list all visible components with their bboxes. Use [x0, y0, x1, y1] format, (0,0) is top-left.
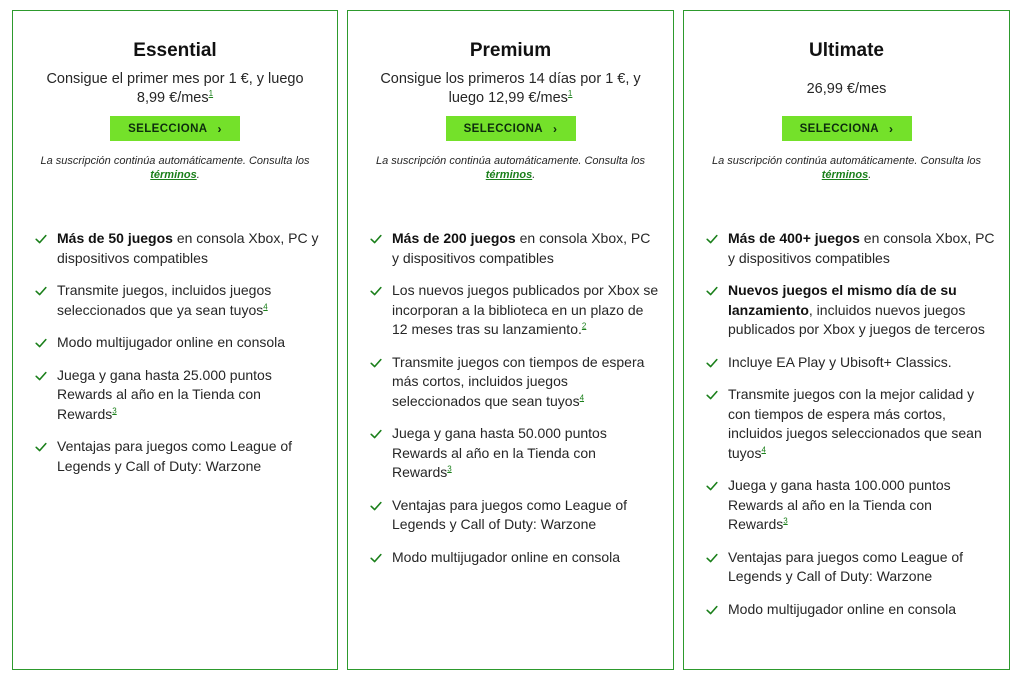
- plan-header: [684, 40, 1009, 182]
- feature-item: [35, 366, 323, 425]
- feature-highlight: Más de 400+ juegos: [728, 230, 860, 246]
- chevron-right-icon: ›: [217, 121, 222, 136]
- renewal-notice: La suscripción continúa automáticamente. Consulta los términos.: [375, 155, 646, 181]
- check-icon: [35, 441, 47, 453]
- chevron-right-icon: ›: [889, 121, 894, 136]
- plan-header: [348, 40, 673, 182]
- footnote-link[interactable]: 4: [761, 444, 766, 454]
- feature-text: Modo multijugador online en consola: [57, 334, 286, 350]
- select-button[interactable]: [110, 116, 240, 141]
- select-button[interactable]: [446, 116, 576, 141]
- plan-price: [707, 70, 987, 108]
- footnote-link[interactable]: 3: [783, 516, 788, 526]
- check-icon: [35, 370, 47, 382]
- renewal-text: La suscripción continúa automáticamente. Consulta los: [711, 155, 982, 167]
- check-icon: [35, 285, 47, 297]
- select-button-label: SELECCIONA: [463, 122, 543, 135]
- feature-text: en consola Xbox, PC y dispositivos compatibles: [57, 230, 319, 266]
- check-icon: [35, 233, 47, 245]
- terms-link[interactable]: términos: [821, 169, 869, 181]
- terms-link[interactable]: términos: [150, 169, 197, 181]
- plan-price-text: Consigue el primer mes por 1 €, y luego 8,99 €/mes: [46, 71, 304, 106]
- plan-price: [371, 70, 651, 108]
- check-icon: [370, 500, 382, 512]
- feature-text: Transmite juegos con la mejor calidad y con tiempos de espera más cortos, incluidos juegos seleccionados que sean tuyos: [728, 386, 982, 461]
- feature-item: [370, 424, 659, 483]
- check-icon: [370, 428, 382, 440]
- footnote-link[interactable]: 1: [567, 89, 573, 99]
- check-icon: [370, 357, 382, 369]
- feature-item: [35, 437, 323, 476]
- feature-highlight: Nuevos juegos el mismo día de su lanzamiento: [728, 282, 957, 318]
- renewal-text: La suscripción continúa automáticamente. Consulta los: [375, 155, 646, 167]
- select-button-label: SELECCIONA: [128, 122, 208, 135]
- feature-text: Incluye EA Play y Ubisoft+ Classics.: [728, 353, 952, 370]
- plan-name: Premium: [469, 40, 552, 61]
- feature-text: en consola Xbox, PC y dispositivos compatibles: [728, 230, 995, 266]
- terms-link[interactable]: términos: [485, 169, 533, 181]
- plan-card-premium: [347, 10, 674, 670]
- feature-item: [370, 281, 659, 340]
- renewal-text: La suscripción continúa automáticamente. Consulta los: [40, 155, 310, 167]
- feature-text: Transmite juegos, incluidos juegos seleccionados que ya sean tuyos: [57, 282, 272, 318]
- footnote-link[interactable]: 4: [579, 392, 585, 402]
- feature-item: [706, 600, 995, 620]
- feature-text: Juega y gana hasta 100.000 puntos Rewards al año en la Tienda con Rewards: [728, 477, 951, 532]
- feature-list: [706, 229, 995, 632]
- feature-item: [706, 385, 995, 463]
- feature-text: Juega y gana hasta 25.000 puntos Rewards al año en la Tienda con Rewards: [57, 366, 272, 422]
- feature-item: [370, 496, 659, 535]
- check-icon: [706, 389, 718, 401]
- feature-list: [370, 229, 659, 580]
- plan-price-text: Consigue los primeros 14 días por 1 €, y luego 12,99 €/mes: [380, 71, 641, 106]
- feature-item: [370, 548, 659, 568]
- feature-item: [35, 229, 323, 268]
- check-icon: [706, 552, 718, 564]
- check-icon: [706, 233, 718, 245]
- select-button-label: SELECCIONA: [799, 122, 879, 135]
- feature-list: [35, 229, 323, 489]
- footnote-link[interactable]: 1: [208, 89, 214, 99]
- feature-item: [706, 476, 995, 535]
- feature-text: Modo multijugador online en consola: [392, 548, 621, 565]
- footnote-link[interactable]: 3: [112, 405, 117, 415]
- feature-item: [370, 353, 659, 412]
- chevron-right-icon: ›: [553, 121, 558, 136]
- feature-text: Ventajas para juegos como League of Legends y Call of Duty: Warzone: [728, 548, 964, 584]
- check-icon: [706, 285, 718, 297]
- check-icon: [370, 552, 382, 564]
- feature-text: Modo multijugador online en consola: [728, 600, 957, 617]
- plan-card-essential: [12, 10, 338, 670]
- plan-name: Essential: [133, 40, 217, 61]
- feature-item: [35, 281, 323, 320]
- footnote-link[interactable]: 4: [263, 301, 268, 311]
- plan-price-text: 26,99 €/mes: [806, 80, 887, 97]
- feature-text: Ventajas para juegos como League of Legends y Call of Duty: Warzone: [392, 496, 628, 532]
- feature-text: Los nuevos juegos publicados por Xbox se incorporan a la biblioteca en un plazo de 12 meses tras su lanzamiento.: [392, 282, 659, 337]
- check-icon: [370, 285, 382, 297]
- check-icon: [706, 604, 718, 616]
- plan-card-ultimate: [683, 10, 1010, 670]
- plan-name: Ultimate: [809, 40, 884, 61]
- select-button[interactable]: [782, 116, 912, 141]
- feature-item: [706, 548, 995, 587]
- feature-item: [706, 353, 995, 373]
- plan-header: [13, 40, 337, 182]
- feature-text: Juega y gana hasta 50.000 puntos Rewards al año en la Tienda con Rewards: [392, 425, 607, 480]
- check-icon: [35, 337, 47, 349]
- renewal-notice: La suscripción continúa automáticamente. Consulta los términos.: [40, 155, 310, 181]
- feature-item: [706, 281, 995, 340]
- feature-highlight: Más de 50 juegos: [57, 230, 173, 246]
- feature-highlight: Más de 200 juegos: [392, 230, 516, 246]
- feature-text: en consola Xbox, PC y dispositivos compatibles: [392, 230, 651, 266]
- check-icon: [370, 233, 382, 245]
- feature-text: Ventajas para juegos como League of Legends y Call of Duty: Warzone: [57, 438, 293, 474]
- feature-item: [370, 229, 659, 268]
- renewal-notice: La suscripción continúa automáticamente. Consulta los términos.: [711, 155, 982, 181]
- feature-item: [35, 333, 323, 353]
- feature-text: Transmite juegos con tiempos de espera más cortos, incluidos juegos seleccionados que sean tuyos: [392, 353, 645, 409]
- footnote-link[interactable]: 3: [447, 464, 452, 474]
- plan-price: [35, 70, 315, 108]
- check-icon: [706, 480, 718, 492]
- check-icon: [706, 357, 718, 369]
- footnote-link[interactable]: 2: [581, 321, 587, 331]
- feature-text: , incluidos nuevos juegos publicados por Xbox y juegos de terceros: [728, 301, 985, 337]
- feature-item: [706, 229, 995, 268]
